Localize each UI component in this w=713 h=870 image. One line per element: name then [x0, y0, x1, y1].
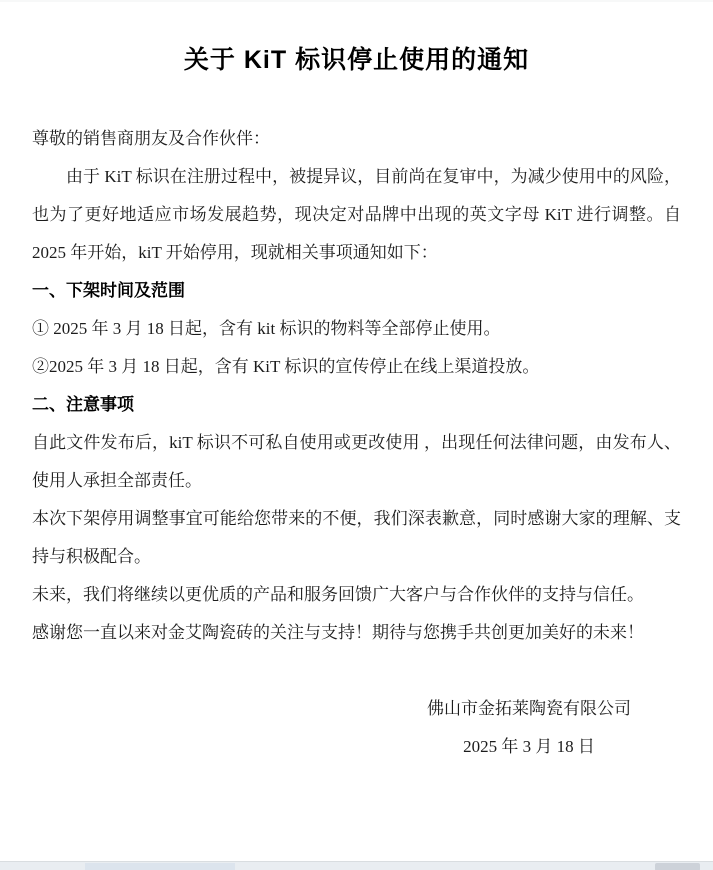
- section-1-item-2: ②2025 年 3 月 18 日起，含有 KiT 标识的宣传停止在线上渠道投放。: [32, 357, 540, 376]
- section-2-paragraph-3: 未来，我们将继续以更优质的产品和服务回馈广大客户与合作伙伴的支持与信任。: [32, 585, 644, 604]
- notice-document: [0, 2, 713, 861]
- section-2-paragraph-2: 本次下架停用调整事宜可能给您带来的不便，我们深表歉意，同时感谢大家的理解、支持与积极配合。: [32, 509, 681, 566]
- horizontal-scrollbar[interactable]: [0, 861, 713, 870]
- intro-paragraph: 由于 KiT 标识在注册过程中，被提异议，目前尚在复审中，为减少使用中的风险，也为了更好地适应市场发展趋势，现决定对品牌中出现的英文字母 KiT 进行调整。自 2025 年开始，kiT 开始停用，现就相关事项通知如下：: [32, 167, 681, 262]
- signature-date: 2025 年 3 月 18 日: [463, 737, 595, 756]
- document-title: 关于 KiT 标识停止使用的通知: [183, 46, 530, 74]
- section-2-heading: 二、注意事项: [32, 395, 134, 414]
- scrollbar-thumb[interactable]: [655, 863, 700, 870]
- section-1-item-1: ① 2025 年 3 月 18 日起，含有 kit 标识的物料等全部停止使用。: [32, 319, 501, 338]
- section-2-paragraph-4: 感谢您一直以来对金艾陶瓷砖的关注与支持！期待与您携手共创更加美好的未来！: [32, 623, 644, 642]
- scrollbar-track-highlight: [85, 863, 235, 870]
- company-name: 佛山市金拓莱陶瓷有限公司: [427, 699, 631, 718]
- section-1-heading: 一、下架时间及范围: [32, 281, 185, 300]
- greeting-line: 尊敬的销售商朋友及合作伙伴：: [32, 129, 270, 148]
- section-2-paragraph-1: 自此文件发布后，kiT 标识不可私自使用或更改使用 ，出现任何法律问题，由发布人、使用人承担全部责任。: [32, 433, 681, 490]
- signature-block: [427, 690, 631, 766]
